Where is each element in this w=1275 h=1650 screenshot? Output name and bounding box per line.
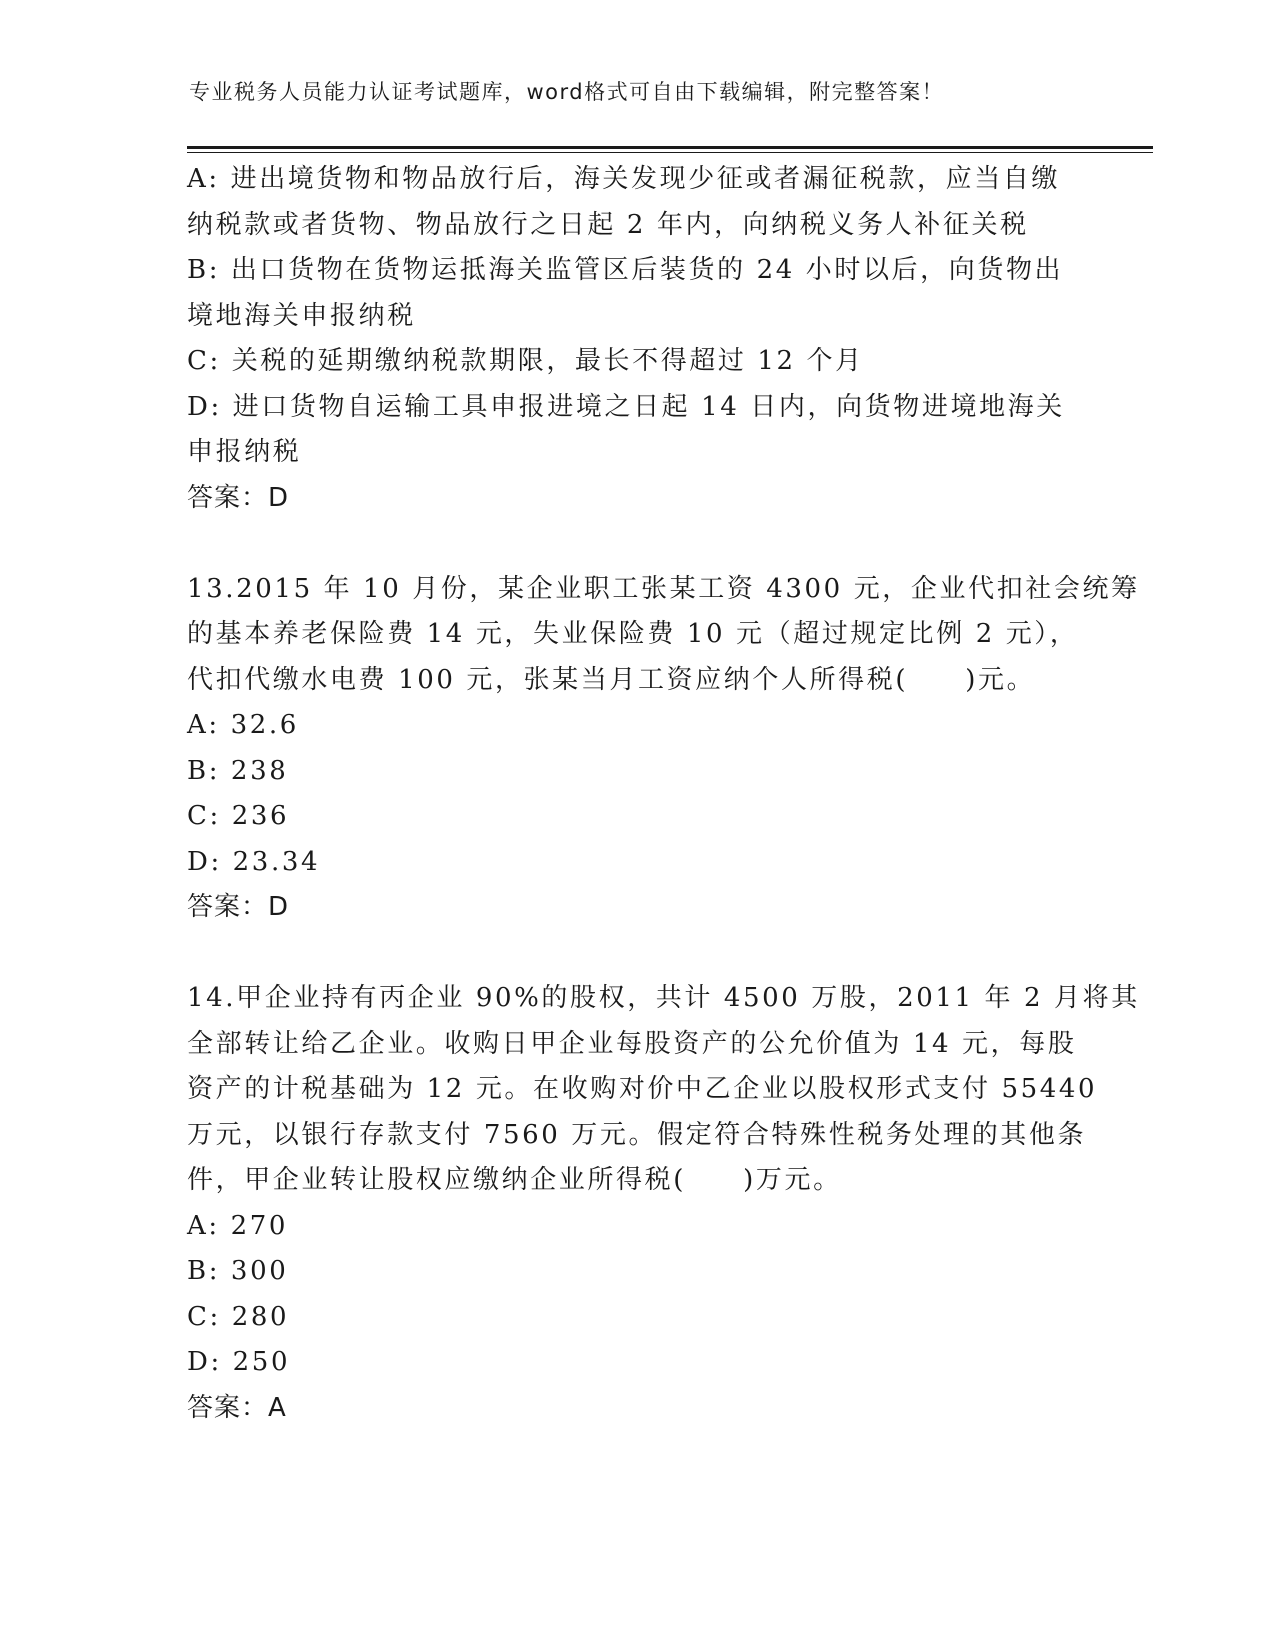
question-stem-line: 全部转让给乙企业。收购日甲企业每股资产的公允价值为 14 元，每股 [187, 1028, 1077, 1059]
answer-14: 答案：A [187, 1392, 287, 1423]
question-14 [187, 976, 1140, 1431]
question-stem-line: 代扣代缴水电费 100 元，张某当月工资应纳个人所得税( )元。 [187, 664, 1036, 695]
page-header: 专业税务人员能力认证考试题库，word格式可自由下载编辑，附完整答案！ [189, 80, 945, 104]
document-body [187, 157, 1140, 1431]
option-a: A: 32.6 [187, 710, 299, 740]
question-13 [187, 567, 1140, 931]
question-stem-line: 件，甲企业转让股权应缴纳企业所得税( )万元。 [187, 1165, 842, 1195]
option-b: B: 238 [187, 755, 289, 786]
spacer [187, 521, 1087, 567]
header-rule-thin [187, 152, 1153, 153]
option-d: D: 23.34 [187, 846, 321, 877]
question-stem-line: 万元，以银行存款支付 7560 万元。假定符合特殊性税务处理的其他条 [187, 1119, 1087, 1150]
option-c: C: 280 [187, 1301, 290, 1332]
spacer [187, 931, 1087, 977]
option-c-line-1: C: 关税的延期缴纳税款期限，最长不得超过 12 个月 [187, 346, 864, 376]
question-stem-line: 的基本养老保险费 14 元，失业保险费 10 元（超过规定比例 2 元）， [187, 619, 1079, 649]
question-stem-line: 资产的计税基础为 12 元。在收购对价中乙企业以股权形式支付 55440 [187, 1074, 1098, 1104]
option-c: C: 236 [187, 801, 290, 831]
question-stem-line: 14.甲企业持有丙企业 90%的股权，共计 4500 万股，2011 年 2 月将其 [187, 983, 1140, 1013]
question-stem-line: 13.2015 年 10 月份，某企业职工张某工资 4300 元，企业代扣社会统筹 [187, 573, 1140, 604]
answer-12: 答案：D [187, 482, 290, 513]
option-a-line-1: A: 进出境货物和物品放行后，海关发现少征或者漏征税款，应当自缴 [187, 164, 1061, 194]
option-a-line-2: 纳税款或者货物、物品放行之日起 2 年内，向纳税义务人补征关税 [187, 209, 1029, 240]
option-d: D: 250 [187, 1347, 291, 1377]
option-d-line-1: D: 进口货物自运输工具申报进境之日起 14 日内，向货物进境地海关 [187, 391, 1065, 422]
option-b-line-1: B: 出口货物在货物运抵海关监管区后装货的 24 小时以后，向货物出 [187, 255, 1064, 285]
option-b-line-2: 境地海关申报纳税 [187, 300, 416, 331]
header-rule-thick [187, 146, 1153, 149]
option-d-line-2: 申报纳税 [187, 437, 302, 467]
question-12 [187, 157, 1087, 521]
answer-13: 答案：D [187, 892, 290, 922]
option-b: B: 300 [187, 1256, 289, 1286]
option-a: A: 270 [187, 1210, 289, 1241]
